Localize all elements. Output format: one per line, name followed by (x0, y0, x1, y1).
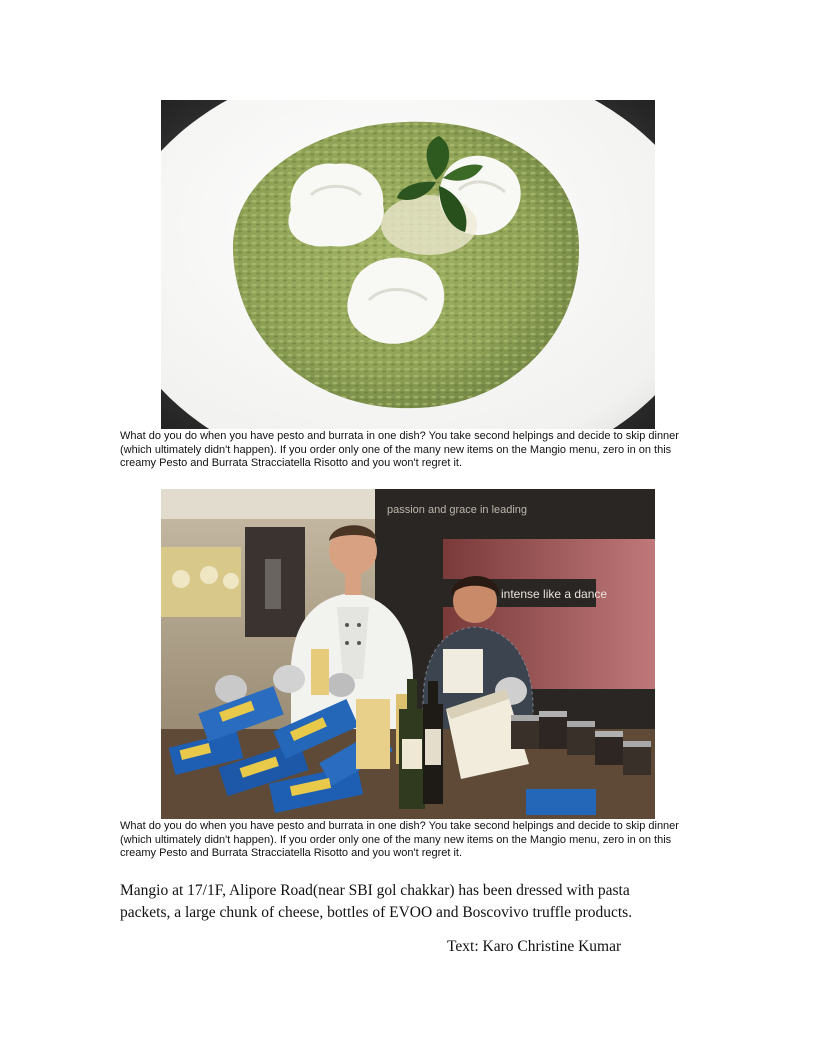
risotto-photo (161, 100, 655, 429)
risotto-caption: What do you do when you have pesto and burrata in one dish? You take second helpings and decide to skip dinner (which ultimately didn't happen). If you order only one of the many new items on the Mangio menu, zero in on this creamy Pesto and Burrata Stracciatella Risotto and you won't regret it. (120, 430, 679, 469)
pasta-bag-held (443, 649, 483, 693)
burrata-dollop (288, 163, 383, 246)
risotto-illustration (161, 100, 655, 429)
byline: Text: Karo Christine Kumar (447, 938, 622, 955)
article-body-text: Mangio at 17/1F, Alipore Road(near SBI gol chakkar) has been dressed with pasta packets, a large chunk of cheese, bottles of EVOO and Boscovivo truffle products. (120, 882, 633, 921)
wall-text-dance: intense like a dance (501, 587, 608, 601)
pasta-display-photo (161, 489, 655, 819)
display-caption: What do you do when you have pesto and burrata in one dish? You take second helpings and decide to skip dinner (which ultimately didn't happen). If you order only one of the many new items on the Mangio menu, zero in on this creamy Pesto and Burrata Stracciatella Risotto and you won't regret it. (120, 820, 679, 859)
pasta-display-illustration (161, 489, 655, 819)
wall-text-passion: passion and grace in leading (387, 504, 528, 516)
